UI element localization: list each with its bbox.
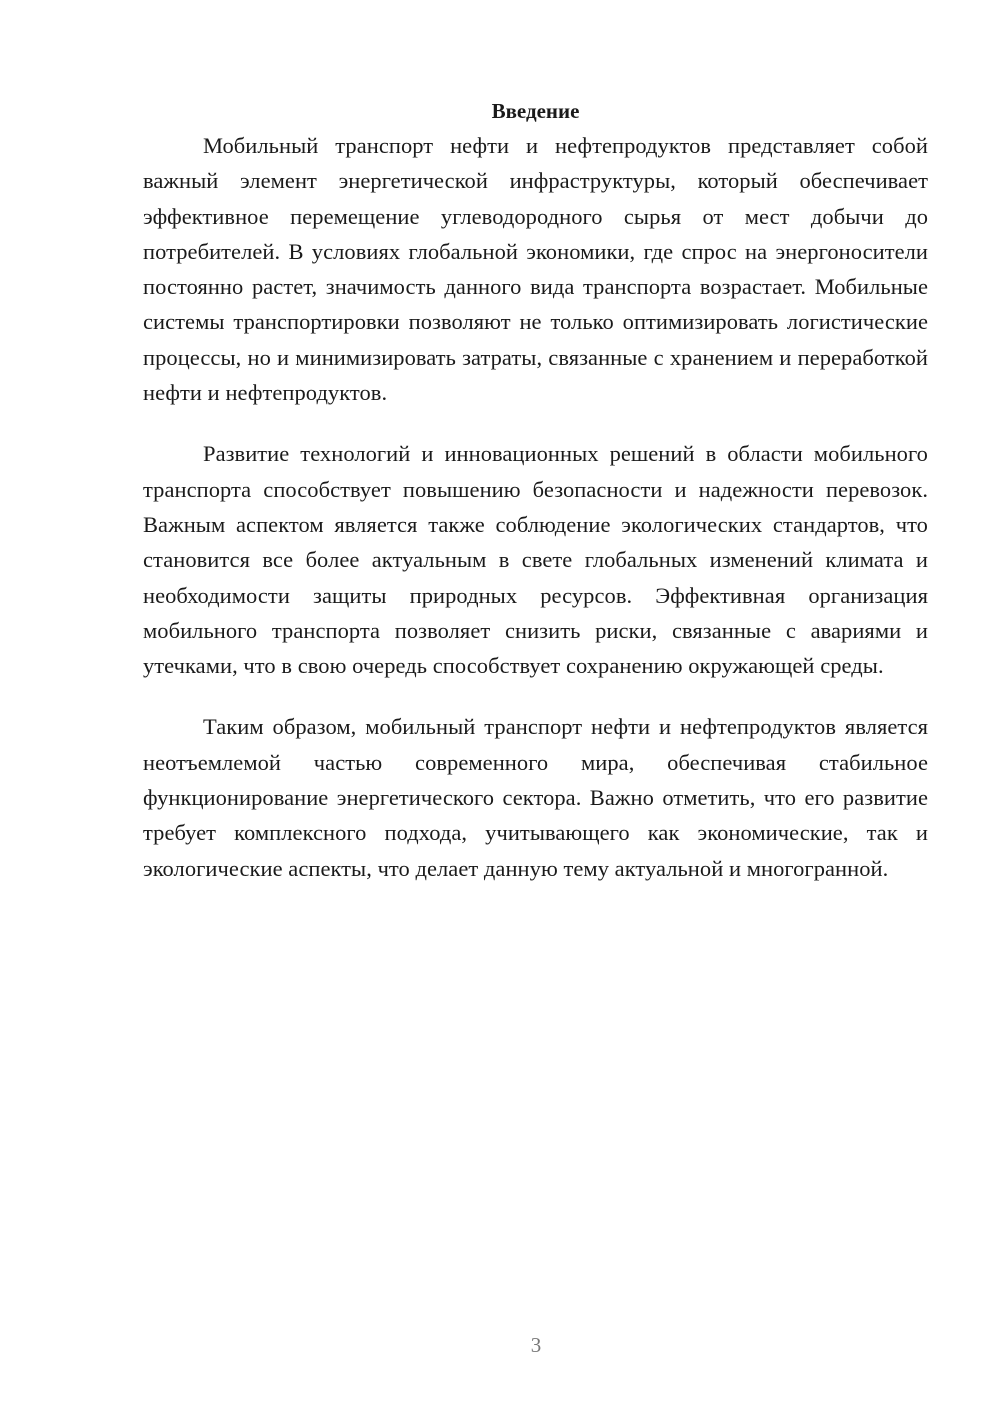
page-content	[143, 96, 928, 912]
paragraph-2: Развитие технологий и инновационных решений в области мобильного транспорта способствует повышению безопасности и надежности перевозок. Важным аспектом является также соблюдение экологических стандартов, что становится все более актуальным в свете глобальных изменений климата и необходимости защиты природных ресурсов. Эффективная организация мобильного транспорта позволяет снизить риски, связанные с авариями и утечками, что в свою очередь способствует сохранению окружающей среды.	[143, 441, 928, 679]
paragraph-3: Таким образом, мобильный транспорт нефти и нефтепродуктов является неотъемлемой частью современного мира, обеспечивая стабильное функционирование энергетического сектора. Важно отметить, что его развитие требует комплексного подхода, учитывающего как экономические, так и экологические аспекты, что делает данную тему актуальной и многогранной.	[143, 714, 928, 881]
paragraph-1: Мобильный транспорт нефти и нефтепродуктов представляет собой важный элемент энергетической инфраструктуры, который обеспечивает эффективное перемещение углеводородного сырья от мест добычи до потребителей. В условиях глобальной экономики, где спрос на энергоносители постоянно растет, значимость данного вида транспорта возрастает. Мобильные системы транспортировки позволяют не только оптимизировать логистические процессы, но и минимизировать затраты, связанные с хранением и переработкой нефти и нефтепродуктов.	[143, 133, 928, 406]
page-number: 3	[530, 1333, 542, 1357]
section-heading: Введение	[491, 99, 580, 123]
